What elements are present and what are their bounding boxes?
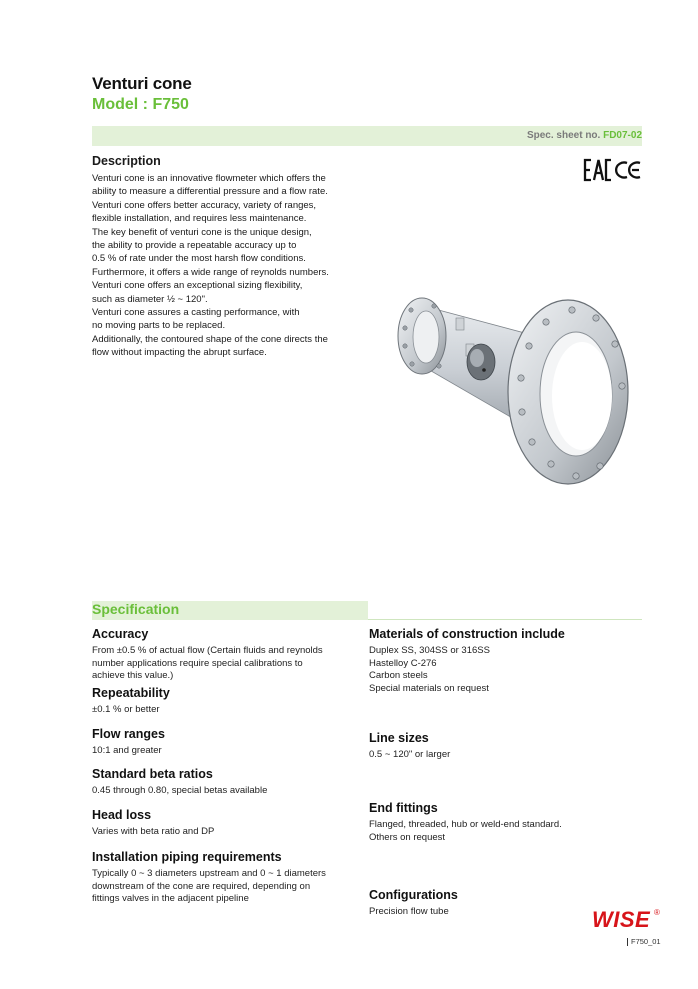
- spec-item-repeatability: [92, 686, 364, 727]
- spec-item-accuracy: [92, 627, 364, 686]
- spec-value: [92, 868, 364, 906]
- spec-line: Special materials on request: [369, 682, 489, 694]
- spec-value: [92, 745, 364, 758]
- description-line: ability to measure a differential pressure and a flow rate.: [92, 186, 328, 198]
- description-line: the ability to provide a repeatable accuracy up to: [92, 240, 297, 252]
- description-line: Venturi cone is an innovative flowmeter which offers the: [92, 173, 326, 184]
- spec-right-column: [369, 627, 641, 919]
- spec-line: ±0.1 % or better: [92, 704, 160, 715]
- spec-line: Varies with beta ratio and DP: [92, 826, 215, 837]
- spec-line: Typically 0 ~ 3 diameters upstream and 0 ~ 1 diameters: [92, 868, 326, 879]
- document-code: [627, 937, 661, 946]
- spec-value: [369, 645, 641, 695]
- description-line: Additionally, the contoured shape of the cone directs the: [92, 333, 328, 345]
- spec-line: 10:1 and greater: [92, 745, 162, 756]
- spec-heading: Materials of construction include: [369, 627, 565, 641]
- footer-code: F750_01: [631, 937, 661, 946]
- spec-value: [92, 704, 364, 717]
- description-text: [92, 172, 372, 360]
- wise-logo: [592, 906, 664, 932]
- spec-item-materials: [369, 627, 641, 731]
- wise-logo-text: WISE: [592, 907, 651, 932]
- spec-value: [92, 785, 364, 798]
- eac-mark-icon: [585, 160, 611, 180]
- spec-line: downstream of the cone are required, depending on: [92, 880, 311, 892]
- spec-heading: Installation piping requirements: [92, 850, 282, 864]
- spec-value: [369, 819, 641, 844]
- spec-line: achieve this value.): [92, 670, 174, 681]
- venturi-cone-product-image: [386, 282, 636, 490]
- spec-heading: Standard beta ratios: [92, 767, 213, 781]
- spec-item-flow-ranges: [92, 727, 364, 767]
- spec-value: [92, 826, 364, 839]
- spec-line: 0.45 through 0.80, special betas available: [92, 785, 268, 796]
- description-line: flow without impacting the abrupt surface.: [92, 347, 267, 359]
- description-line: Venturi cone offers better accuracy, variety of ranges,: [92, 199, 317, 211]
- spec-heading: End fittings: [369, 801, 438, 815]
- description-line: The key benefit of venturi cone is the unique design,: [92, 226, 312, 238]
- model-number: Model : F750: [92, 96, 189, 113]
- spec-left-column: [92, 627, 364, 906]
- certification-marks: [582, 156, 642, 184]
- spec-heading: Flow ranges: [92, 727, 165, 741]
- description-line: 0.5 % of rate under the most harsh flow conditions.: [92, 253, 306, 265]
- description-line: Venturi cone assures a casting performance, with: [92, 307, 300, 319]
- spec-line: From ±0.5 % of actual flow (Certain fluids and reynolds: [92, 645, 323, 656]
- spec-line: number applications require special calibrations to: [92, 657, 303, 669]
- spec-heading: Accuracy: [92, 627, 149, 641]
- spec-line: Duplex SS, 304SS or 316SS: [369, 645, 490, 656]
- ce-mark-icon: [616, 163, 640, 178]
- spec-sheet-code: FD07-02: [603, 130, 642, 141]
- spec-value: [92, 645, 364, 683]
- spec-heading: Repeatability: [92, 686, 170, 700]
- footer-divider: [627, 938, 628, 946]
- spec-item-line-sizes: [369, 731, 641, 801]
- description-line: Furthermore, it offers a wide range of reynolds numbers.: [92, 266, 329, 278]
- spec-value: [369, 749, 641, 762]
- spec-heading: Head loss: [92, 808, 152, 822]
- registered-mark: ®: [654, 908, 660, 917]
- spec-item-installation: [92, 850, 364, 906]
- description-line: such as diameter ½ ~ 120".: [92, 293, 208, 305]
- spec-item-head-loss: [92, 808, 364, 850]
- product-title: Venturi cone: [92, 74, 192, 93]
- spec-line: Carbon steels: [369, 670, 428, 681]
- description-line: no moving parts to be replaced.: [92, 320, 226, 332]
- spec-item-beta-ratios: [92, 767, 364, 808]
- spec-line: Hastelloy C-276: [369, 657, 437, 669]
- spec-line: fittings valves in the adjacent pipeline: [92, 893, 249, 904]
- spec-heading: Configurations: [369, 888, 458, 902]
- spec-line: Precision flow tube: [369, 906, 449, 917]
- specification-heading: Specification: [92, 601, 180, 617]
- spec-line: Flanged, threaded, hub or weld-end standard.: [369, 819, 562, 830]
- spec-sheet-number: [527, 130, 642, 141]
- description-line: flexible installation, and requires less maintenance.: [92, 213, 307, 225]
- spec-line: 0.5 ~ 120" or larger: [369, 749, 451, 760]
- spec-heading: Line sizes: [369, 731, 429, 745]
- spec-line: Others on request: [369, 831, 446, 843]
- description-heading: Description: [92, 154, 161, 168]
- spec-sheet-label: Spec. sheet no.: [526, 130, 601, 141]
- description-line: Venturi cone offers an exceptional sizing flexibility,: [92, 280, 303, 292]
- spec-item-end-fittings: [369, 801, 641, 888]
